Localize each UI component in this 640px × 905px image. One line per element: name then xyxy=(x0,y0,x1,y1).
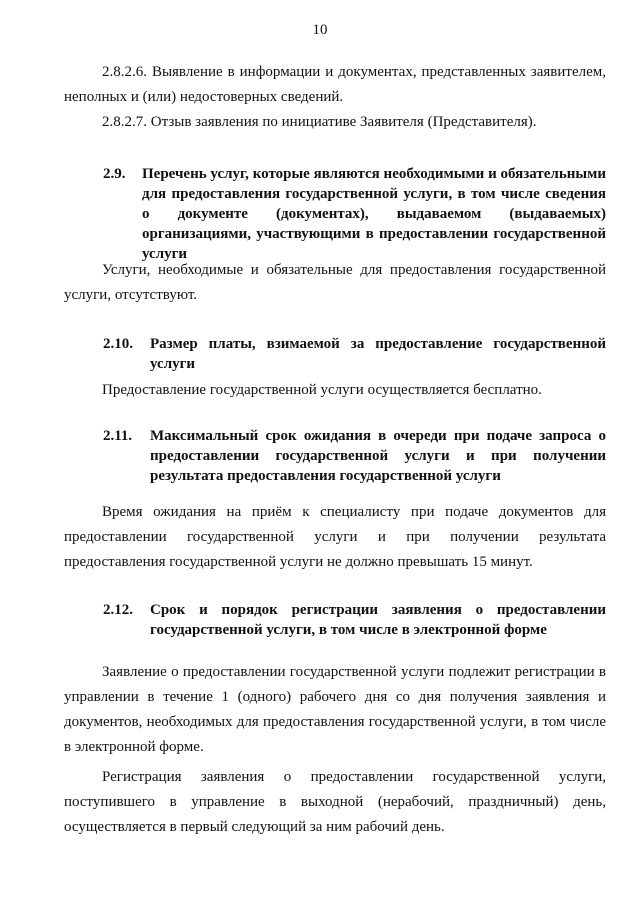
paragraph-2-11: Время ожидания на приём к специалисту при подаче документов для предоставлении государственной услуги и при получении результата предоставления государственной услуги не должно превышать 15 минут. xyxy=(64,504,606,570)
heading-2-10-title-line2: услуги xyxy=(150,356,196,372)
heading-2-11-number: 2.11. xyxy=(103,428,133,444)
heading-2-11-title: Максимальный срок ожидания в очереди при подаче запроса о предоставлении государственной услуги и при получении результата предоставления государственной услуги xyxy=(150,428,606,484)
heading-2-9 xyxy=(103,164,606,264)
page-number: 10 xyxy=(312,22,328,38)
heading-2-12-number: 2.12. xyxy=(103,602,133,618)
heading-2-12-title: Срок и порядок регистрации заявления о предоставлении государственной услуги, в том числе в электронной форме xyxy=(150,602,606,638)
paragraph-2-12-registration: Заявление о предоставлении государственной услуги подлежит регистрации в управлении в течение 1 (одного) рабочего дня со дня получения заявления и документов, необходимых для предоставления государственной услуги, в том числе в электронной форме. xyxy=(64,664,606,755)
paragraph-2-8-2-6: 2.8.2.6. Выявление в информации и документах, представленных заявителем, неполных и (или) недостоверных сведений. xyxy=(64,64,606,105)
heading-2-12 xyxy=(103,600,606,640)
paragraph-2-10: Предоставление государственной услуги осуществляется бесплатно. xyxy=(102,382,542,398)
paragraph-2-8-2-7: 2.8.2.7. Отзыв заявления по инициативе Заявителя (Представителя). xyxy=(102,114,537,130)
heading-2-11 xyxy=(103,426,606,486)
heading-2-10-title-line1: Размер платы, взимаемой за предоставление государственной xyxy=(150,336,606,352)
heading-2-9-number: 2.9. xyxy=(103,166,126,182)
heading-2-10-number: 2.10. xyxy=(103,336,133,352)
heading-2-9-title: Перечень услуг, которые являются необходимыми и обязательными для предоставления государственной услуги, в том числе сведения о документе (документах), выдаваемом (выдаваемых) организациями, участвующими в предоставлении государственной услуги xyxy=(142,166,606,262)
paragraph-2-12-holiday: Регистрация заявления о предоставлении государственной услуги, поступившего в управление в выходной (нерабочий, праздничный) день, осуществляется в первый следующий за ним рабочий день. xyxy=(64,769,606,835)
paragraph-2-9: Услуги, необходимые и обязательные для предоставления государственной услуги, отсутствуют. xyxy=(64,262,606,303)
heading-2-10 xyxy=(103,334,606,374)
